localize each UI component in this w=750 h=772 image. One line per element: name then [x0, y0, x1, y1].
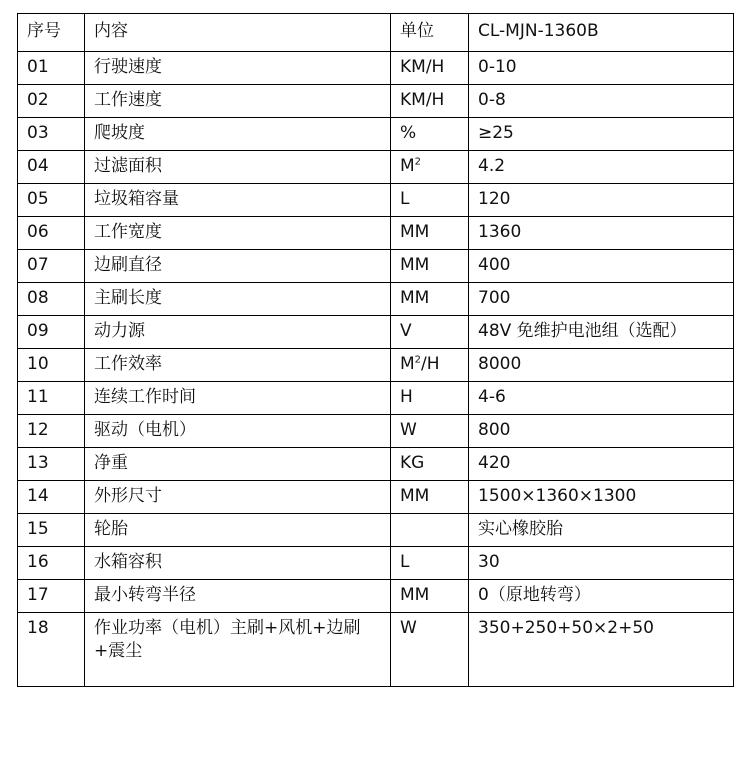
table-row: [18, 580, 734, 613]
table-row: [18, 283, 734, 316]
row-number: 01: [18, 52, 85, 85]
table-row: [18, 151, 734, 184]
row-number: 16: [18, 547, 85, 580]
row-value: ≥25: [469, 118, 734, 151]
row-unit: V: [391, 316, 469, 349]
table-row: [18, 448, 734, 481]
row-number: 13: [18, 448, 85, 481]
row-item: 外形尺寸: [85, 481, 391, 514]
row-item: 行驶速度: [85, 52, 391, 85]
row-item: 作业功率（电机）主刷+风机+边刷+震尘: [85, 613, 391, 687]
table-row: [18, 415, 734, 448]
header-serial: 序号: [18, 14, 85, 52]
row-number: 18: [18, 613, 85, 687]
unit-superscript: 2: [414, 354, 422, 366]
row-number: 14: [18, 481, 85, 514]
row-item: 轮胎: [85, 514, 391, 547]
row-unit: MM: [391, 580, 469, 613]
row-value: 700: [469, 283, 734, 316]
row-item: 爬坡度: [85, 118, 391, 151]
row-item: 工作效率: [85, 349, 391, 382]
row-item: 垃圾箱容量: [85, 184, 391, 217]
row-number: 05: [18, 184, 85, 217]
row-value: 1360: [469, 217, 734, 250]
row-number: 09: [18, 316, 85, 349]
table-row: [18, 250, 734, 283]
row-unit: L: [391, 184, 469, 217]
row-unit: L: [391, 547, 469, 580]
row-unit: MM: [391, 217, 469, 250]
row-unit: MM: [391, 481, 469, 514]
row-value: 30: [469, 547, 734, 580]
row-number: 06: [18, 217, 85, 250]
row-value: 1500×1360×1300: [469, 481, 734, 514]
table-header-row: [18, 14, 734, 52]
row-value: 4.2: [469, 151, 734, 184]
row-value: 48V 免维护电池组（选配）: [469, 316, 734, 349]
unit-tail: /H: [421, 354, 440, 374]
row-value: 实心橡胶胎: [469, 514, 734, 547]
row-item: 连续工作时间: [85, 382, 391, 415]
spec-sheet: [17, 13, 734, 687]
row-number: 15: [18, 514, 85, 547]
unit-base: M: [400, 156, 415, 176]
table-row: [18, 613, 734, 687]
table-row: [18, 316, 734, 349]
row-value: 420: [469, 448, 734, 481]
row-unit: [391, 151, 469, 184]
table-row: [18, 184, 734, 217]
row-unit: W: [391, 613, 469, 687]
table-row: [18, 547, 734, 580]
row-item: 边刷直径: [85, 250, 391, 283]
row-item: 过滤面积: [85, 151, 391, 184]
row-unit: KM/H: [391, 52, 469, 85]
table-row: [18, 52, 734, 85]
row-unit: W: [391, 415, 469, 448]
header-unit: 单位: [391, 14, 469, 52]
row-unit: KM/H: [391, 85, 469, 118]
row-number: 04: [18, 151, 85, 184]
row-unit: [391, 349, 469, 382]
row-value: 8000: [469, 349, 734, 382]
row-number: 12: [18, 415, 85, 448]
row-number: 11: [18, 382, 85, 415]
row-item: 主刷长度: [85, 283, 391, 316]
table-row: [18, 382, 734, 415]
row-unit: MM: [391, 250, 469, 283]
row-value: 4-6: [469, 382, 734, 415]
table-row: [18, 118, 734, 151]
row-unit: KG: [391, 448, 469, 481]
row-value: 400: [469, 250, 734, 283]
row-item: 净重: [85, 448, 391, 481]
table-row: [18, 217, 734, 250]
row-item: 最小转弯半径: [85, 580, 391, 613]
row-number: 07: [18, 250, 85, 283]
row-value: 350+250+50×2+50: [469, 613, 734, 687]
unit-superscript: 2: [414, 156, 422, 168]
row-unit: H: [391, 382, 469, 415]
row-number: 17: [18, 580, 85, 613]
row-value: 0（原地转弯）: [469, 580, 734, 613]
row-unit: %: [391, 118, 469, 151]
header-model: CL-MJN-1360B: [469, 14, 734, 52]
row-value: 800: [469, 415, 734, 448]
row-item: 驱动（电机）: [85, 415, 391, 448]
row-value: 0-8: [469, 85, 734, 118]
header-content: 内容: [85, 14, 391, 52]
unit-base: M: [400, 354, 415, 374]
row-number: 08: [18, 283, 85, 316]
row-number: 03: [18, 118, 85, 151]
row-item: 工作速度: [85, 85, 391, 118]
row-value: 0-10: [469, 52, 734, 85]
row-item: 动力源: [85, 316, 391, 349]
row-number: 10: [18, 349, 85, 382]
row-unit: [391, 514, 469, 547]
table-row: [18, 85, 734, 118]
table-row: [18, 481, 734, 514]
row-value: 120: [469, 184, 734, 217]
table-row: [18, 514, 734, 547]
spec-table: [17, 13, 734, 687]
row-number: 02: [18, 85, 85, 118]
table-row: [18, 349, 734, 382]
row-item: 水箱容积: [85, 547, 391, 580]
row-unit: MM: [391, 283, 469, 316]
row-item: 工作宽度: [85, 217, 391, 250]
